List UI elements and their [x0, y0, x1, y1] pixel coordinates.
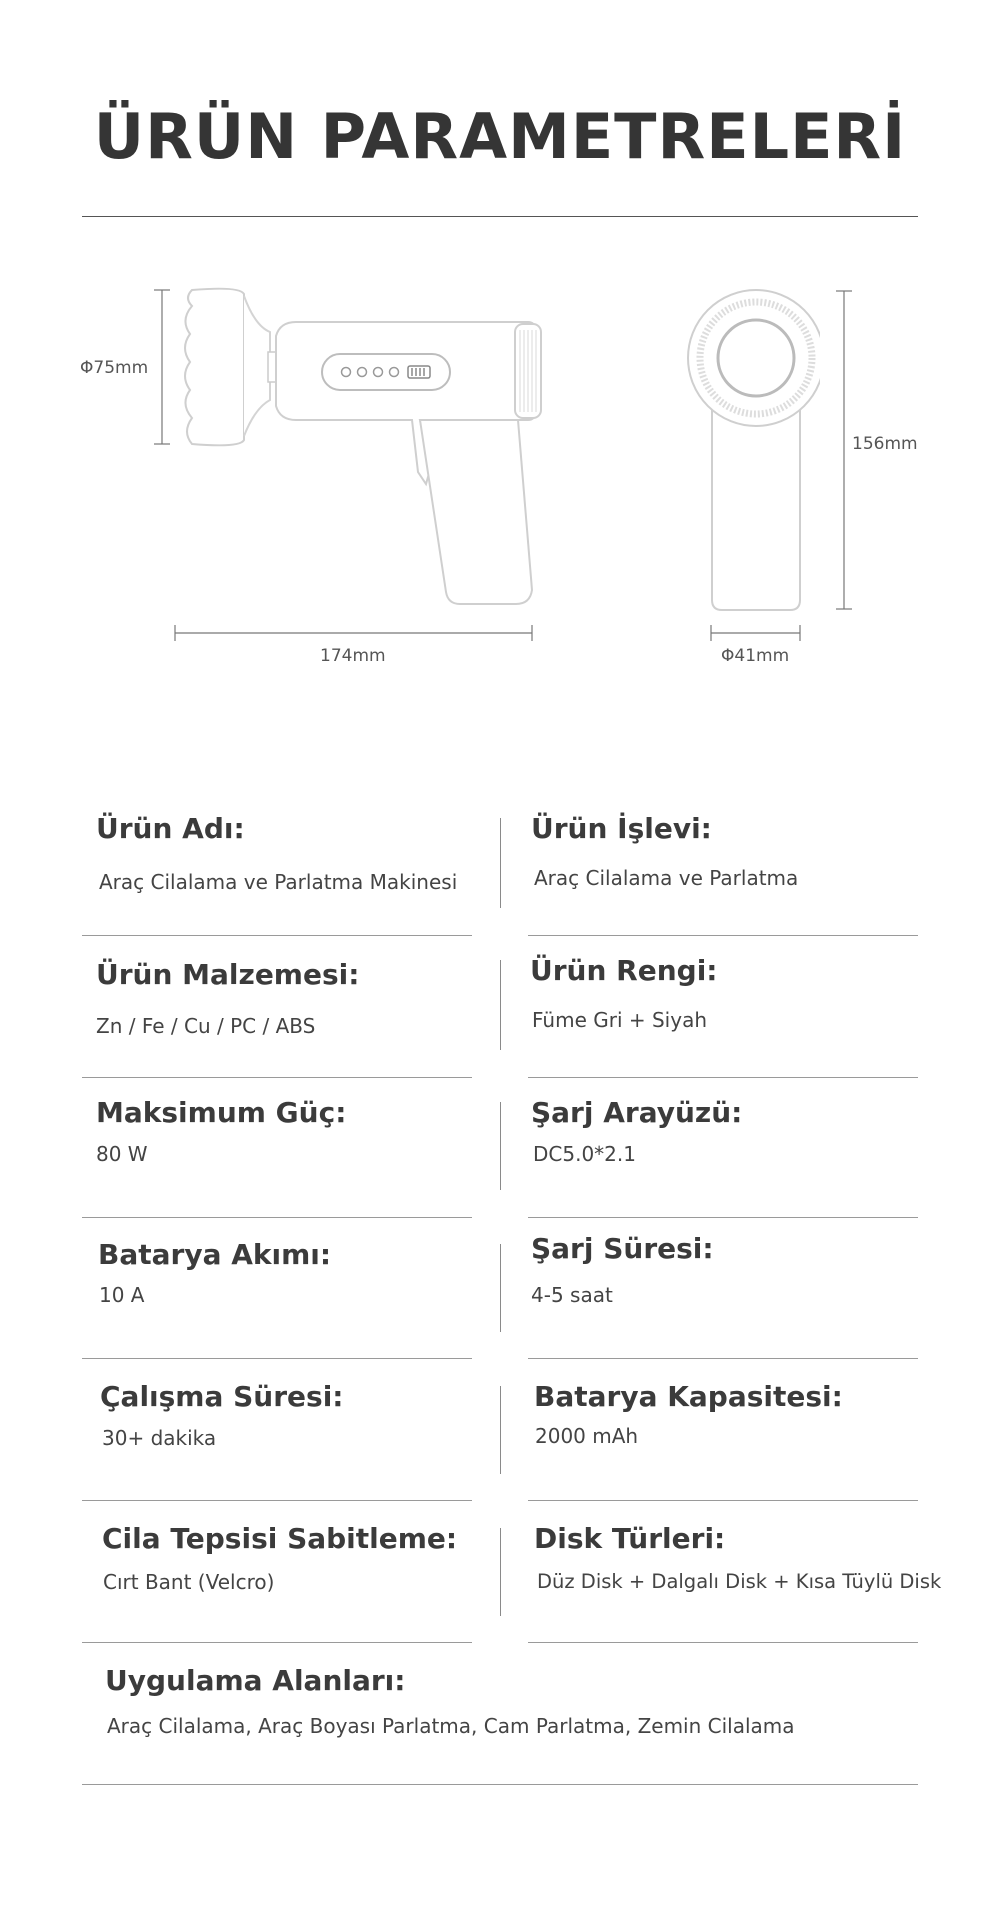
bottom-divider — [82, 1784, 918, 1785]
column-separator — [500, 1386, 501, 1474]
row-divider — [528, 1642, 918, 1643]
product-side-view-illustration — [150, 280, 550, 620]
handle-diameter-dimension-line — [706, 623, 806, 643]
column-separator — [500, 818, 501, 908]
param-label-material: Ürün Malzemesi: — [96, 958, 360, 991]
head-diameter-dimension-line — [150, 285, 174, 450]
product-front-view-illustration — [680, 280, 820, 620]
row-divider — [82, 935, 472, 936]
param-label-max-power: Maksimum Güç: — [96, 1096, 347, 1129]
param-value-working-time: 30+ dakika — [102, 1426, 217, 1450]
param-value-charging-port: DC5.0*2.1 — [533, 1142, 636, 1166]
page-title: ÜRÜN PARAMETRELERİ — [93, 100, 907, 173]
param-label-product-name: Ürün Adı: — [96, 812, 245, 845]
param-value-battery-current: 10 A — [99, 1283, 145, 1307]
param-value-disc-types: Düz Disk + Dalgalı Disk + Kısa Tüylü Disk — [537, 1570, 942, 1593]
column-separator — [500, 1244, 501, 1332]
row-divider — [528, 1217, 918, 1218]
row-divider — [82, 1217, 472, 1218]
param-label-color: Ürün Rengi: — [530, 954, 718, 987]
param-label-charging-port: Şarj Arayüzü: — [531, 1096, 743, 1129]
param-value-pad-fixing: Cırt Bant (Velcro) — [103, 1570, 275, 1594]
height-label: 156mm — [852, 434, 918, 454]
row-divider — [82, 1500, 472, 1501]
param-value-max-power: 80 W — [96, 1142, 148, 1166]
param-label-pad-fixing: Cila Tepsisi Sabitleme: — [102, 1522, 458, 1555]
param-label-disc-types: Disk Türleri: — [534, 1522, 726, 1555]
param-label-working-time: Çalışma Süresi: — [100, 1380, 344, 1413]
row-divider — [528, 1077, 918, 1078]
param-value-material: Zn / Fe / Cu / PC / ABS — [96, 1014, 316, 1038]
param-value-charging-time: 4-5 saat — [531, 1283, 613, 1307]
param-value-product-function: Araç Cilalama ve Parlatma — [534, 866, 799, 890]
title-divider — [82, 216, 918, 217]
row-divider — [82, 1358, 472, 1359]
param-label-battery-current: Batarya Akımı: — [98, 1238, 332, 1271]
row-divider — [82, 1642, 472, 1643]
row-divider — [528, 935, 918, 936]
applications-value: Araç Cilalama, Araç Boyası Parlatma, Cam Parlatma, Zemin Cilalama — [107, 1714, 795, 1738]
length-dimension-line — [170, 623, 540, 643]
param-value-battery-capacity: 2000 mAh — [535, 1424, 639, 1448]
head-diameter-label: Φ75mm — [80, 358, 149, 378]
param-value-color: Füme Gri + Siyah — [532, 1008, 707, 1032]
row-divider — [528, 1358, 918, 1359]
length-label: 174mm — [320, 646, 386, 666]
applications-label: Uygulama Alanları: — [105, 1664, 406, 1697]
param-label-product-function: Ürün İşlevi: — [531, 812, 712, 845]
param-label-battery-capacity: Batarya Kapasitesi: — [534, 1380, 843, 1413]
column-separator — [500, 960, 501, 1050]
column-separator — [500, 1102, 501, 1190]
row-divider — [528, 1500, 918, 1501]
param-label-charging-time: Şarj Süresi: — [531, 1232, 714, 1265]
param-value-product-name: Araç Cilalama ve Parlatma Makinesi — [99, 870, 458, 894]
column-separator — [500, 1528, 501, 1616]
handle-diameter-label: Φ41mm — [721, 646, 790, 666]
row-divider — [82, 1077, 472, 1078]
